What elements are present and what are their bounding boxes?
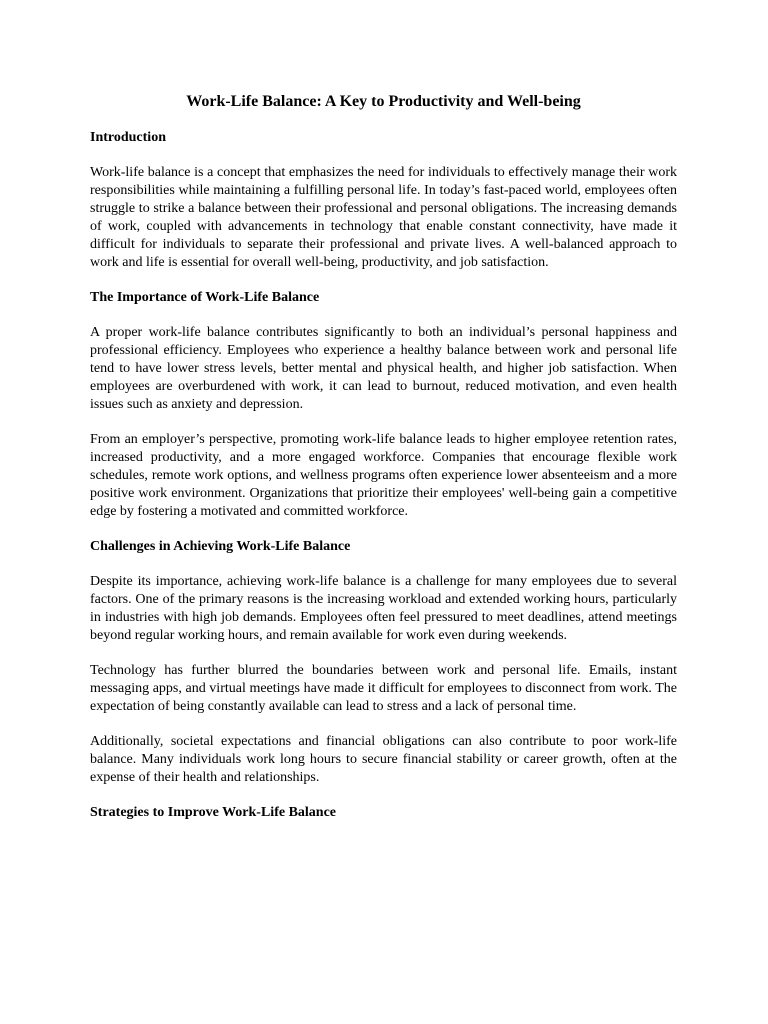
heading-importance: The Importance of Work-Life Balance: [90, 290, 320, 305]
paragraph-challenges-3: Additionally, societal expectations and financial obligations can also contribute to poor work-life balance. Many individuals work long hours to secure financial stability or career growth, often at the expense of their health and relationships.: [90, 734, 677, 785]
paragraph-challenges-1: Despite its importance, achieving work-life balance is a challenge for many employees due to several factors. One of the primary reasons is the increasing workload and extended working hours, particularly in industries with high job demands. Employees often feel pressured to meet deadlines, attend meetings beyond regular working hours, and remain available for work even during weekends.: [90, 574, 677, 643]
heading-challenges: Challenges in Achieving Work-Life Balance: [90, 539, 351, 554]
paragraph-importance-1: A proper work-life balance contributes significantly to both an individual’s personal happiness and professional efficiency. Employees who experience a healthy balance between work and personal life tend to have lower stress levels, better mental and physical health, and higher job satisfaction. When employees are overburdened with work, it can lead to burnout, reduced motivation, and even health issues such as anxiety and depression.: [90, 325, 677, 412]
document-page: [90, 92, 677, 839]
paragraph-challenges-2: Technology has further blurred the boundaries between work and personal life. Emails, instant messaging apps, and virtual meetings have made it difficult for employees to disconnect from work. The expectation of being constantly available can lead to stress and a lack of personal time.: [90, 663, 677, 714]
heading-introduction: Introduction: [90, 130, 166, 145]
paragraph-introduction: Work-life balance is a concept that emphasizes the need for individuals to effectively manage their work responsibilities while maintaining a fulfilling personal life. In today’s fast-paced world, employees often struggle to strike a balance between their professional and personal obligations. The increasing demands of work, coupled with advancements in technology that enable constant connectivity, have made it difficult for individuals to separate their professional and private lives. A well-balanced approach to work and life is essential for overall well-being, productivity, and job satisfaction.: [90, 165, 677, 270]
document-title: Work-Life Balance: A Key to Productivity and Well-being: [186, 93, 581, 110]
heading-strategies: Strategies to Improve Work-Life Balance: [90, 805, 337, 820]
paragraph-importance-2: From an employer’s perspective, promoting work-life balance leads to higher employee retention rates, increased productivity, and a more engaged workforce. Companies that encourage flexible work schedules, remote work options, and wellness programs often experience lower absenteeism and a more positive work environment. Organizations that prioritize their employees' well-being gain a competitive edge by fostering a motivated and committed workforce.: [90, 432, 677, 519]
